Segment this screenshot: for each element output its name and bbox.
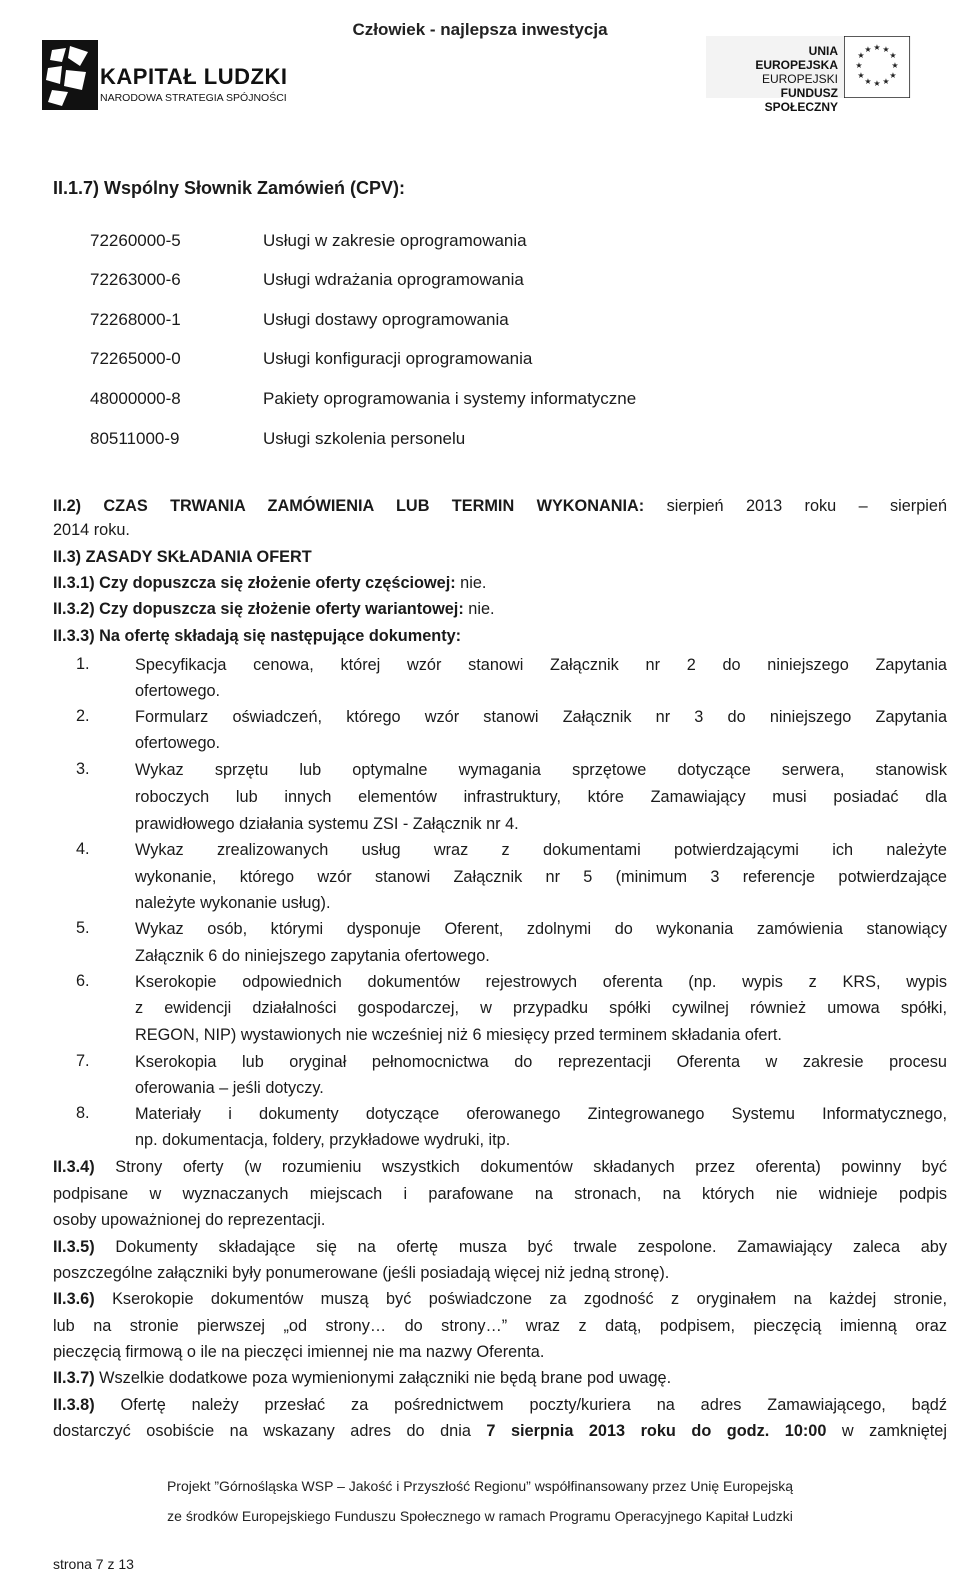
rule-q2-value: nie. [468,600,495,618]
list-item-line: wykonanie, którego wzór stanowi Załącznik nr 5 (minimum 3 referencje potwierdzające [135,868,947,886]
header-slogan: Człowiek - najlepsza inwestycja [352,20,608,39]
list-item-number: 6. [76,972,90,990]
svg-text:★: ★ [864,77,872,86]
list-item-line: prawidłowego działania systemu ZSI - Załącznik nr 4. [135,815,519,833]
list-item-line: roboczych lub innych elementów infrastruktury, które Zamawiający musi posiadać dla [135,788,947,806]
svg-text:★: ★ [889,51,897,60]
point-8-deadline: 7 sierpnia 2013 roku do godz. 10:00 [486,1422,827,1440]
svg-text:★: ★ [889,71,897,80]
cpv-code: 80511000-9 [90,429,180,448]
point-4-line: osoby upoważnionej do reprezentacji. [53,1211,326,1229]
svg-text:★: ★ [882,45,890,54]
point-8-text-c: w zamkniętej [841,1422,947,1440]
list-item-line: należyte wykonanie usług). [135,894,331,912]
eu-logo-text [728,44,838,114]
list-item-number: 7. [76,1052,90,1070]
point-4-text: Strony oferty (w rozumieniu wszystkich dokumentów składanych przez oferenta) powinny być [115,1158,947,1176]
cpv-desc: Usługi konfiguracji oprogramowania [263,349,533,368]
list-item-line: Specyfikacja cenowa, której wzór stanowi Załącznik nr 2 do niniejszego Zapytania [135,656,947,674]
point-6-line: lub na stronie pierwszej „od strony… do strony…” wraz z datą, podpisem, pieczęcią imienną oraz [53,1317,947,1335]
svg-text:★: ★ [864,45,872,54]
list-item-line: Kserokopia lub oryginał pełnomocnictwa do reprezentacji Oferenta w zakresie procesu [135,1053,947,1071]
list-item-number: 1. [76,655,90,673]
point-7-label: II.3.7) [53,1369,95,1387]
point-5-label: II.3.5) [53,1238,95,1256]
duration-label: II.2) CZAS TRWANIA ZAMÓWIENIA LUB TERMIN WYKONANIA: [53,497,645,515]
cpv-code: 72260000-5 [90,231,181,250]
point-7-text: Wszelkie dodatkowe poza wymienionymi załączniki nie będą brane pod uwagę. [99,1369,672,1387]
rule-q1-label: II.3.1) Czy dopuszcza się złożenie oferty częściowej: [53,574,456,592]
point-7-line [53,1368,947,1388]
cpv-desc: Usługi dostawy oprogramowania [263,310,509,329]
footer-line1: Projekt ”Górnośląska WSP – Jakość i Przyszłość Regionu” współfinansowany przez Unię Europejską [166,1478,794,1494]
list-item-line: z ewidencji działalności gospodarczej, w przypadku spółki cywilnej również umowa spółki, [135,999,947,1017]
page-number: strona 7 z 13 [53,1556,134,1572]
eu-flag-icon [844,36,910,98]
point-4-line [53,1157,947,1177]
logo-left-subtitle: NARODOWA STRATEGIA SPÓJNOŚCI [100,92,287,104]
point-5-line: poszczególne załączniki były ponumerowane (jeśli posiadają więcej niż jedną stronę). [53,1264,670,1282]
kapital-ludzki-emblem-icon [42,40,98,110]
point-4-label: II.3.4) [53,1158,95,1176]
point-4-line: podpisane w wyznaczanych miejscach i parafowane na stronach, na których nie widnieje podpis [53,1185,947,1203]
eu-logo-line1: UNIA EUROPEJSKA [755,44,838,72]
cpv-desc: Usługi w zakresie oprogramowania [263,231,527,250]
list-item-number: 4. [76,840,90,858]
point-6-text: Kserokopie dokumentów muszą być poświadczone za zgodność z oryginałem na każdej stronie, [112,1290,947,1308]
duration-value-cont: 2014 roku. [53,521,130,539]
svg-text:★: ★ [855,61,863,70]
svg-text:★: ★ [882,77,890,86]
list-item-number: 2. [76,707,90,725]
kapital-ludzki-logo [42,40,288,115]
list-item-line: Wykaz zrealizowanych usług wraz z dokumentami potwierdzającymi ich należyte [135,841,947,859]
eu-logo-line3: FUNDUSZ SPOŁECZNY [764,86,838,114]
point-6-line [53,1289,947,1309]
cpv-desc: Usługi wdrażania oprogramowania [263,270,524,289]
svg-text:★: ★ [873,79,881,88]
list-item-line: oferowania – jeśli dotyczy. [135,1079,324,1097]
cpv-code: 72268000-1 [90,310,181,329]
eu-logo-line2: EUROPEJSKI [761,72,838,86]
point-5-line [53,1237,947,1257]
svg-text:★: ★ [891,61,899,70]
cpv-code: 48000000-8 [90,389,181,408]
list-item-line: np. dokumentacja, foldery, przykładowe wydruki, itp. [135,1131,511,1149]
duration-value: sierpień 2013 roku – sierpień [666,497,947,515]
cpv-code: 72265000-0 [90,349,181,368]
list-item-line: Kserokopie odpowiednich dokumentów rejestrowych oferenta (np. wypis z KRS, wypis [135,973,947,991]
rule-q3-label: II.3.3) Na ofertę składają się następujące dokumenty: [53,627,462,645]
point-5-text: Dokumenty składające się na ofertę musza być trwale zespolone. Zamawiający zaleca aby [115,1238,947,1256]
list-item-number: 5. [76,919,90,937]
list-item-line: REGON, NIP) wystawionych nie wcześniej niż 6 miesięcy przed terminem składania ofert. [135,1026,782,1044]
list-item-line: Materiały i dokumenty dotyczące oferowanego Zintegrowanego Systemu Informatycznego, [135,1105,947,1123]
list-item-line: Wykaz sprzętu lub optymalne wymagania sprzętowe dotyczące serwera, stanowisk [135,761,947,779]
cpv-code: 72263000-6 [90,270,181,289]
point-6-line: pieczęcią firmową o ile na pieczęci imiennej nie ma nazwy Oferenta. [53,1343,545,1361]
rule-q1 [53,573,947,593]
point-8-label: II.3.8) [53,1396,95,1414]
logo-left-title: KAPITAŁ LUDZKI [100,64,288,89]
point-6-label: II.3.6) [53,1290,95,1308]
rule-q2 [53,599,947,619]
rules-heading: II.3) ZASADY SKŁADANIA OFERT [53,548,312,566]
list-item-line: Formularz oświadczeń, którego wzór stanowi Załącznik nr 3 do niniejszego Zapytania [135,708,947,726]
svg-text:★: ★ [873,43,881,52]
rule-q1-value: nie. [460,574,487,592]
rule-q2-label: II.3.2) Czy dopuszcza się złożenie oferty wariantowej: [53,600,464,618]
list-item-line: Załącznik 6 do niniejszego zapytania ofertowego. [135,947,490,965]
list-item-line: ofertowego. [135,682,221,700]
eu-logo [706,36,911,114]
list-item-number: 8. [76,1104,90,1122]
point-8-text-a: dostarczyć osobiście na wskazany adres do dnia [53,1422,471,1440]
cpv-desc: Usługi szkolenia personelu [263,429,466,448]
svg-text:★: ★ [857,51,865,60]
svg-text:★: ★ [857,71,865,80]
list-item-number: 3. [76,760,90,778]
footer-line2: ze środków Europejskiego Funduszu Społecznego w ramach Programu Operacyjnego Kapitał Ludzki [167,1508,793,1524]
point-8-text: Ofertę należy przesłać za pośrednictwem poczty/kuriera na adres Zamawiającego, bądź [120,1396,947,1414]
duration-line [53,496,947,516]
list-item-line: Wykaz osób, którymi dysponuje Oferent, zdolnymi do wykonania zamówienia stanowiący [135,920,947,938]
point-8-line [53,1421,947,1441]
list-item-line: ofertowego. [135,734,221,752]
point-8-line [53,1395,947,1415]
section-title: II.1.7) Wspólny Słownik Zamówień (CPV): [53,178,406,198]
cpv-desc: Pakiety oprogramowania i systemy informatyczne [263,389,637,408]
